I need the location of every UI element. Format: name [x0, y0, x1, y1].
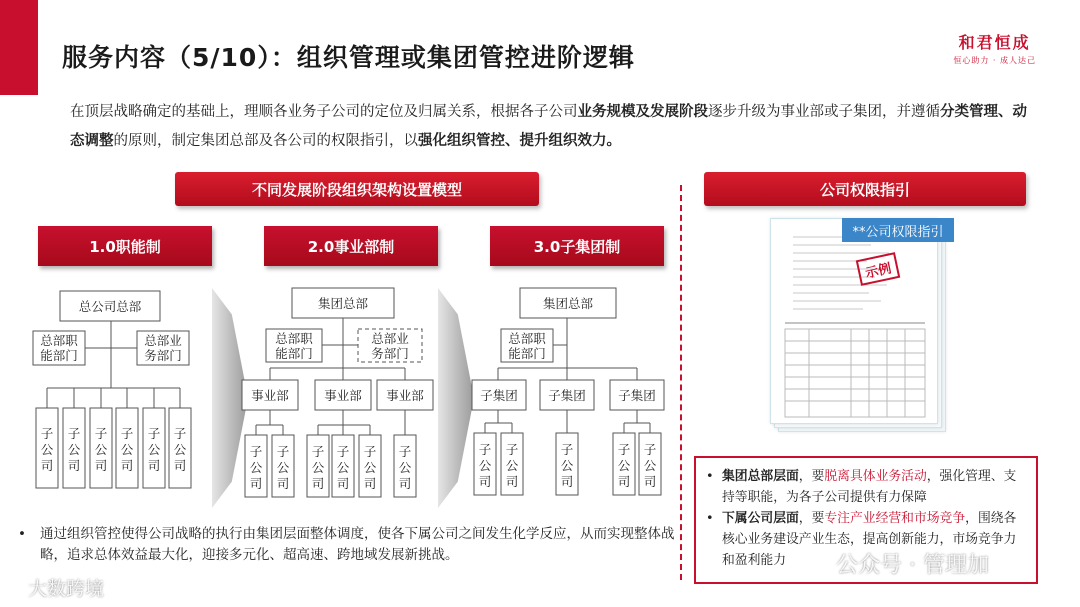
- callout-head: 下属公司层面: [722, 511, 799, 526]
- s1-sub-label: 子: [94, 426, 108, 441]
- watermark-right: 公众号 · 管理加: [836, 553, 989, 578]
- bottom-note-text: 通过组织管控使得公司战略的执行由集团层面整体调度，使各下属公司之间发生化学反应，从而实现整体战略，追求总体效益最大化，迎接多元化、超高速、跨地域发展新挑战。: [40, 526, 675, 563]
- s3-subgroup-label: 子集团: [548, 388, 586, 403]
- s2-unit-label: 事业部: [386, 388, 424, 403]
- s3-subgroup-label: 子集团: [618, 388, 656, 403]
- s1-biz-dept-label: 务部门: [144, 348, 182, 363]
- stage-1-header: 1.0职能制: [38, 226, 212, 266]
- document-preview: [770, 218, 946, 432]
- s2-unit-label: 事业部: [251, 388, 289, 403]
- s2-biz-dept-label: 务部门: [371, 346, 409, 361]
- logo-name: 和君恒成: [958, 33, 1031, 52]
- s1-func-dept-label: 能部门: [40, 348, 78, 363]
- s1-sub-label: 子: [67, 426, 81, 441]
- doc-content-lines: [771, 219, 939, 425]
- s3-sub-label: 子: [643, 442, 657, 457]
- s3-sub-label: 子: [560, 442, 574, 457]
- sample-stamp: 示例: [856, 252, 901, 286]
- doc-title-tag: **公司权限指引: [842, 218, 954, 242]
- callout-pre: ，要: [798, 469, 825, 484]
- doc-front-sheet: [770, 218, 938, 424]
- s1-sub-label: 公: [173, 442, 187, 457]
- watermark-left: 大数跨境: [28, 578, 105, 600]
- s1-biz-dept-label: 总部业: [144, 333, 182, 348]
- authority-banner: 公司权限指引: [704, 172, 1026, 206]
- s1-sub-label: 子: [40, 426, 54, 441]
- s1-sub-label: 公: [40, 442, 54, 457]
- s1-sub-label: 子: [147, 426, 161, 441]
- intro-text-3: 的原则，制定集团总部及各公司的权限指引，以: [113, 133, 418, 149]
- s2-func-dept-label: 总部职: [275, 331, 313, 346]
- logo-slogan: 恒心助力 · 成人达己: [953, 56, 1036, 65]
- callout-highlight: 脱离具体业务活动: [824, 469, 927, 484]
- s2-sub-label: 公: [311, 460, 325, 475]
- s2-sub-label: 子: [363, 444, 377, 459]
- s2-func-dept-label: 能部门: [275, 346, 313, 361]
- page-title: 服务内容（5/10）：组织管理或集团管控进阶逻辑: [62, 43, 635, 72]
- bullet-dot: •: [18, 526, 26, 542]
- s3-sub-label: 司: [560, 474, 574, 489]
- s2-sub-label: 司: [249, 476, 263, 491]
- s2-sub-label: 公: [249, 460, 263, 475]
- s1-hq-label: 总公司总部: [78, 299, 142, 314]
- s1-sub-label: 公: [120, 442, 134, 457]
- s3-sub-label: 子: [478, 442, 492, 457]
- callout-post: ，强化管理、支持等职能，为各子公司提供有力保障: [722, 469, 1017, 505]
- s3-sub-label: 司: [478, 474, 492, 489]
- s2-sub-label: 子: [398, 444, 412, 459]
- s2-sub-label: 司: [276, 476, 290, 491]
- bullet-dot: •: [706, 511, 714, 526]
- s2-hq-label: 集团总部: [317, 296, 369, 311]
- s3-sub-label: 司: [643, 474, 657, 489]
- s3-sub-label: 公: [505, 458, 519, 473]
- s3-sub-label: 子: [505, 442, 519, 457]
- s1-sub-label: 司: [147, 458, 161, 473]
- s2-sub-label: 公: [276, 460, 290, 475]
- model-banner: 不同发展阶段组织架构设置模型: [175, 172, 539, 206]
- intro-text-1: 在顶层战略确定的基础上，理顺各业务子公司的定位及归属关系，根据各子公司: [70, 104, 578, 120]
- s1-sub-label: 子: [120, 426, 134, 441]
- s1-sub-label: 公: [147, 442, 161, 457]
- s1-sub-label: 司: [120, 458, 134, 473]
- s1-sub-label: 司: [67, 458, 81, 473]
- callout-pre: ，要: [798, 511, 825, 526]
- s2-sub-label: 司: [398, 476, 412, 491]
- intro-bold-2: 分类管理、动态调整: [70, 104, 1027, 149]
- bullet-dot: •: [706, 469, 714, 484]
- s2-sub-label: 公: [363, 460, 377, 475]
- s2-unit-label: 事业部: [324, 388, 362, 403]
- s3-sub-label: 司: [505, 474, 519, 489]
- s1-sub-label: 司: [173, 458, 187, 473]
- s2-sub-label: 子: [311, 444, 325, 459]
- s3-hq-label: 集团总部: [542, 296, 594, 311]
- s3-sub-label: 公: [560, 458, 574, 473]
- s2-sub-label: 子: [336, 444, 350, 459]
- s3-func-dept-label: 总部职: [508, 331, 546, 346]
- s3-sub-label: 公: [643, 458, 657, 473]
- callout-post: ，围绕各核心业务建设产业生态，提高创新能力，市场竞争力和盈利能力: [722, 511, 1017, 568]
- s3-subgroup-label: 子集团: [480, 388, 518, 403]
- s2-sub-label: 公: [398, 460, 412, 475]
- s1-sub-label: 司: [94, 458, 108, 473]
- s1-sub-label: 子: [173, 426, 187, 441]
- s2-sub-label: 子: [276, 444, 290, 459]
- s1-sub-label: 司: [40, 458, 54, 473]
- s2-biz-dept-label: 总部业: [371, 331, 409, 346]
- callout-item-hq: [706, 466, 1026, 508]
- s3-func-dept-label: 能部门: [508, 346, 546, 361]
- s3-sub-label: 司: [617, 474, 631, 489]
- s1-func-dept-label: 总部职: [40, 333, 78, 348]
- s3-sub-label: 公: [478, 458, 492, 473]
- s1-sub-label: 公: [67, 442, 81, 457]
- bottom-note: [18, 524, 688, 566]
- stage-3-header: 3.0子集团制: [490, 226, 664, 266]
- s2-sub-label: 司: [363, 476, 377, 491]
- s1-sub-label: 公: [94, 442, 108, 457]
- intro-bold-3: 强化组织管控、提升组织效力。: [418, 133, 621, 149]
- callout-highlight: 专注产业经营和市场竞争: [824, 511, 966, 526]
- s3-sub-label: 公: [617, 458, 631, 473]
- callout-head: 集团总部层面: [722, 469, 799, 484]
- stage-2-header: 2.0事业部制: [264, 226, 438, 266]
- s2-sub-label: 司: [336, 476, 350, 491]
- s2-sub-label: 公: [336, 460, 350, 475]
- intro-text-2: 逐步升级为事业部或子集团，并遵循: [708, 104, 940, 120]
- s2-sub-label: 司: [311, 476, 325, 491]
- s2-sub-label: 子: [249, 444, 263, 459]
- s3-sub-label: 子: [617, 442, 631, 457]
- intro-bold-1: 业务规模及发展阶段: [577, 104, 708, 120]
